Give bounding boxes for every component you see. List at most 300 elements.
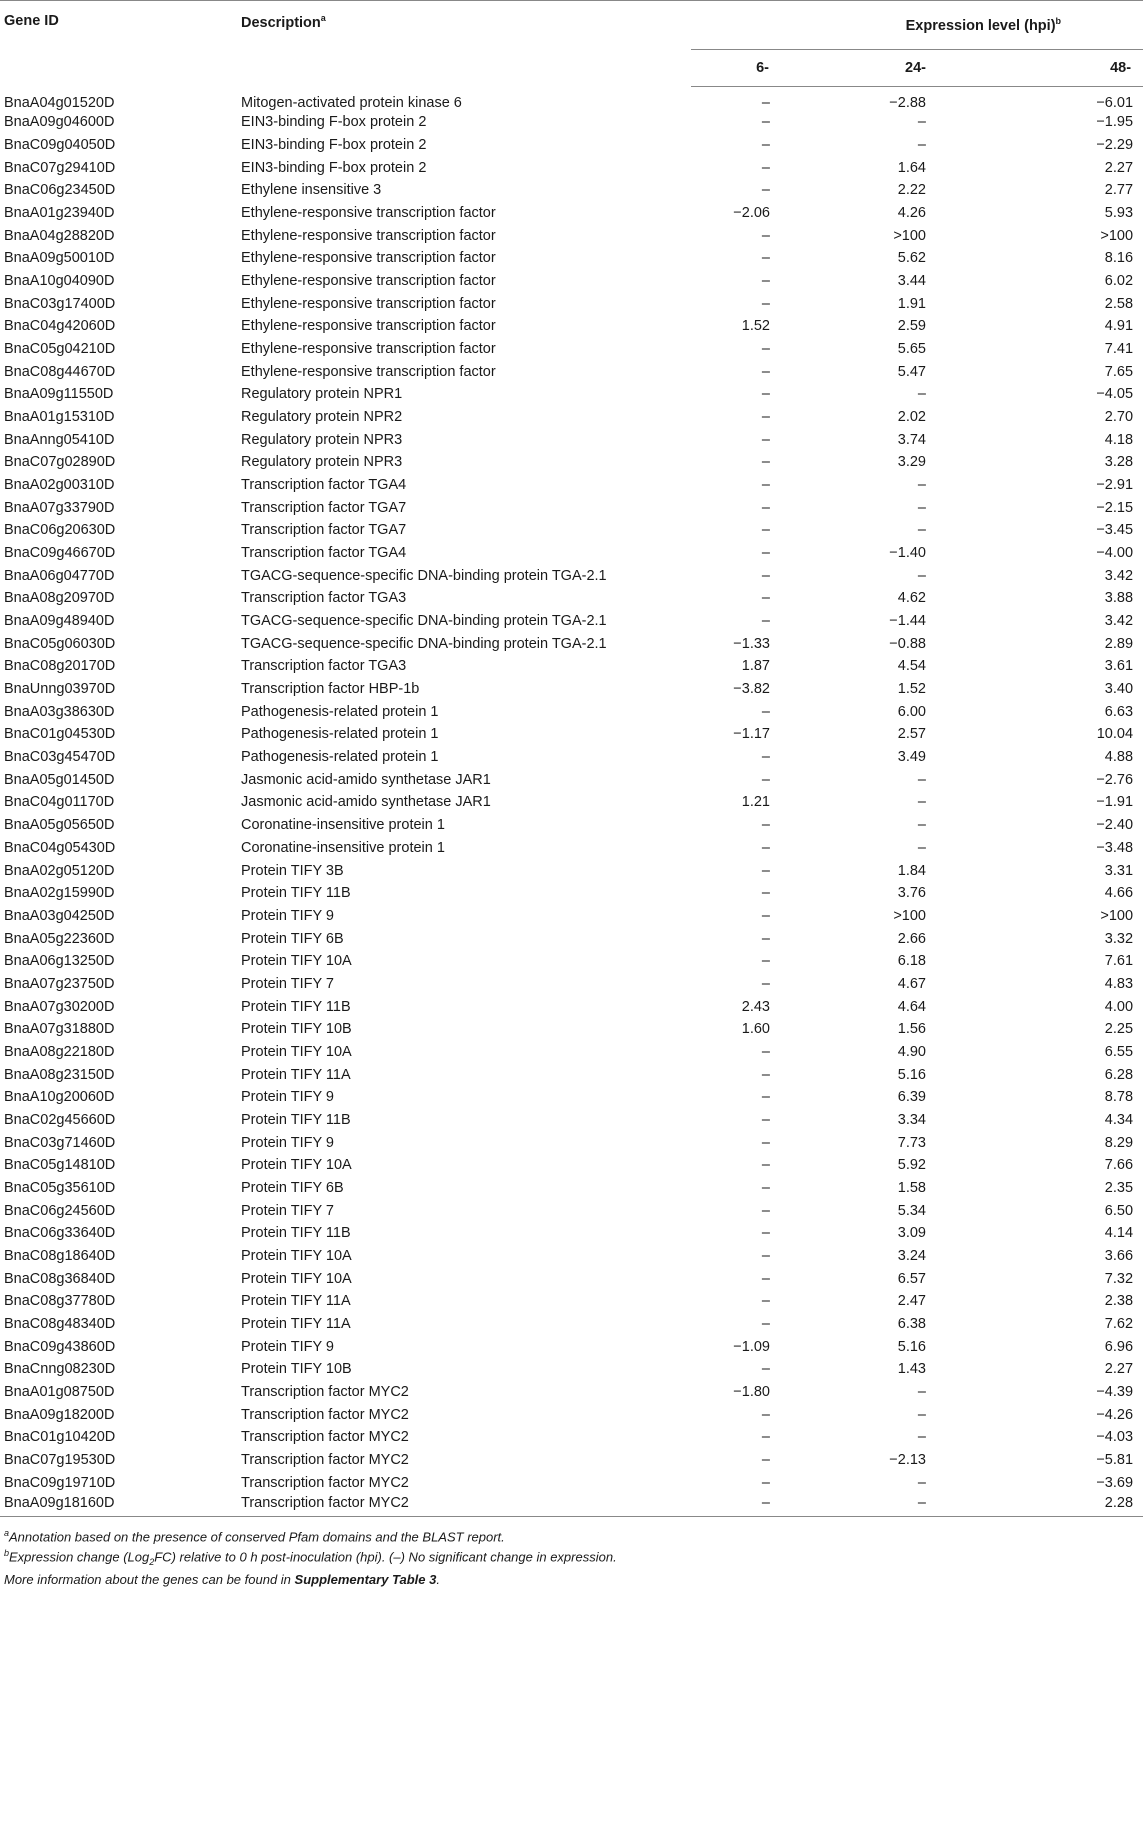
gene-id-cell: BnaA09g48940D	[4, 613, 115, 630]
table-header	[0, 1, 1143, 87]
value-24hpi-cell: –	[917, 1406, 926, 1423]
value-24hpi-cell: 6.00	[897, 703, 926, 720]
value-24hpi-cell: −1.44	[889, 613, 926, 630]
footnote-a: $^a$Annotation based on the presence of conserved Pfam domains and the BLAST report.	[4, 1528, 505, 1545]
description-cell: EIN3-binding F-box protein 2	[241, 114, 427, 131]
value-6hpi-cell: –	[761, 1474, 770, 1491]
description-cell: Jasmonic acid-amido synthetase JAR1	[241, 771, 491, 788]
value-24hpi-cell: 3.74	[897, 431, 926, 448]
gene-id-cell: BnaA05g22360D	[4, 930, 115, 947]
gene-id-cell: BnaA09g04600D	[4, 114, 115, 131]
value-48hpi-cell: −2.91	[1096, 477, 1134, 494]
value-6hpi-cell: –	[761, 1066, 770, 1083]
table-row	[0, 1222, 1143, 1245]
description-cell: Transcription factor MYC2	[241, 1451, 409, 1468]
value-6hpi-cell: –	[761, 431, 770, 448]
gene-id-cell: BnaA08g22180D	[4, 1043, 115, 1060]
value-24hpi-cell: –	[917, 839, 926, 856]
value-6hpi-cell: –	[761, 771, 770, 788]
value-24hpi-cell: 4.90	[897, 1043, 926, 1060]
value-6hpi-cell: –	[691, 1494, 821, 1517]
table-row	[0, 87, 1143, 112]
value-6hpi-cell: –	[761, 341, 770, 358]
description-cell: Ethylene-responsive transcription factor	[241, 250, 496, 267]
header-description: Description$^a$	[241, 1, 691, 87]
value-48hpi-cell: 2.28	[987, 1494, 1143, 1517]
table-row	[0, 1063, 1143, 1086]
gene-id-cell: BnaA04g28820D	[4, 227, 115, 244]
gene-id-cell: BnaC09g19710D	[4, 1474, 116, 1491]
value-24hpi-cell: 3.09	[897, 1225, 926, 1242]
description-cell: Protein TIFY 9	[241, 1089, 334, 1106]
description-cell: Protein TIFY 10A	[241, 1270, 352, 1287]
value-24hpi-cell: 2.02	[897, 409, 926, 426]
value-6hpi-cell: –	[761, 885, 770, 902]
gene-id-cell: BnaC08g48340D	[4, 1315, 116, 1332]
value-6hpi-cell: –	[761, 1315, 770, 1332]
value-48hpi-cell: 7.41	[1104, 341, 1134, 358]
description-cell: Mitogen-activated protein kinase 6	[241, 94, 462, 111]
table-row	[0, 134, 1143, 157]
value-48hpi-cell: 4.14	[1104, 1225, 1134, 1242]
gene-id-cell: BnaC06g24560D	[4, 1202, 116, 1219]
table-row	[0, 768, 1143, 791]
table-row	[0, 1245, 1143, 1268]
value-24hpi-cell: >100	[893, 227, 926, 244]
table-row	[0, 1471, 1143, 1494]
value-6hpi-cell: –	[761, 522, 770, 539]
value-24hpi-cell: 4.62	[897, 590, 926, 607]
value-6hpi-cell: –	[761, 499, 770, 516]
value-48hpi-cell: −3.48	[1096, 839, 1134, 856]
gene-id-cell: BnaC08g44670D	[4, 363, 116, 380]
value-6hpi-cell: –	[761, 1089, 770, 1106]
table-row	[0, 610, 1143, 633]
header-6-hpi: 6-	[691, 50, 821, 87]
table-row	[0, 700, 1143, 723]
value-6hpi-cell: −1.17	[733, 726, 770, 743]
value-6hpi-cell: –	[761, 454, 770, 471]
value-6hpi-cell: –	[761, 1406, 770, 1423]
description-cell: Protein TIFY 6B	[241, 930, 344, 947]
description-cell: Transcription factor HBP-1b	[241, 681, 420, 698]
gene-id-cell: BnaC06g33640D	[4, 1225, 116, 1242]
value-48hpi-cell: −2.76	[1096, 771, 1134, 788]
description-cell: TGACG-sequence-specific DNA-binding protein TGA-2.1	[241, 567, 607, 584]
description-cell: Regulatory protein NPR3	[241, 431, 403, 448]
value-48hpi-cell: 5.93	[1104, 205, 1134, 222]
value-6hpi-cell: –	[761, 182, 770, 199]
value-48hpi-cell: −2.29	[1096, 137, 1134, 153]
value-24hpi-cell: 4.67	[897, 975, 926, 992]
description-cell: Transcription factor TGA3	[241, 590, 407, 607]
value-48hpi-cell: 3.40	[1104, 681, 1134, 698]
value-6hpi-cell: –	[761, 613, 770, 630]
supplementary-table-link[interactable]: Supplementary Table 3	[294, 1572, 437, 1588]
gene-id-cell: BnaAnng05410D	[4, 431, 115, 448]
description-cell: Protein TIFY 6B	[241, 1179, 344, 1196]
table-row	[0, 247, 1143, 270]
table-row	[0, 973, 1143, 996]
description-cell: Regulatory protein NPR3	[241, 454, 403, 471]
value-24hpi-cell: –	[917, 499, 926, 516]
value-48hpi-cell: 8.78	[1104, 1089, 1134, 1106]
gene-id-cell: BnaA03g38630D	[4, 703, 115, 720]
description-cell: Protein TIFY 3B	[241, 862, 344, 879]
gene-id-cell: BnaC09g46670D	[4, 545, 116, 562]
value-6hpi-cell: –	[761, 839, 770, 856]
value-24hpi-cell: –	[917, 1383, 926, 1400]
value-24hpi-cell: 2.66	[897, 930, 926, 947]
value-48hpi-cell: −2.15	[1096, 499, 1134, 516]
table-row	[0, 632, 1143, 655]
gene-id-cell: BnaC05g06030D	[4, 635, 116, 652]
description-cell: Protein TIFY 9	[241, 1134, 334, 1151]
gene-id-cell: BnaC08g20170D	[4, 658, 116, 675]
gene-id-cell: BnaC05g04210D	[4, 341, 116, 358]
description-cell: Transcription factor TGA4	[241, 545, 407, 562]
table-row	[0, 1018, 1143, 1041]
value-24hpi-cell: 3.49	[897, 749, 926, 766]
value-48hpi-cell: −4.26	[1096, 1406, 1134, 1423]
gene-id-cell: BnaC05g14810D	[4, 1157, 116, 1174]
value-24hpi-cell: 5.65	[897, 341, 926, 358]
table-row	[0, 587, 1143, 610]
table-row	[0, 791, 1143, 814]
value-48hpi-cell: 2.58	[1104, 295, 1134, 312]
table-row	[0, 1086, 1143, 1109]
gene-id-cell: BnaA09g11550D	[4, 386, 114, 403]
value-6hpi-cell: –	[761, 907, 770, 924]
value-6hpi-cell: –	[761, 1202, 770, 1219]
table-row	[0, 1267, 1143, 1290]
gene-id-cell: BnaC08g36840D	[4, 1270, 116, 1287]
value-6hpi-cell: 1.21	[741, 794, 770, 811]
table-row	[0, 1109, 1143, 1132]
table-row	[0, 360, 1143, 383]
table-row	[0, 1199, 1143, 1222]
value-6hpi-cell: −2.06	[733, 205, 770, 222]
gene-id-cell: BnaC03g45470D	[4, 749, 116, 766]
value-48hpi-cell: −1.95	[1096, 114, 1134, 131]
value-6hpi-cell: –	[761, 1293, 770, 1310]
value-6hpi-cell: −1.09	[733, 1338, 770, 1355]
description-cell: EIN3-binding F-box protein 2	[241, 159, 427, 176]
value-24hpi-cell: 5.62	[897, 250, 926, 267]
value-24hpi-cell: 2.47	[897, 1293, 926, 1310]
value-24hpi-cell: –	[917, 386, 926, 403]
value-24hpi-cell: 5.92	[897, 1157, 926, 1174]
value-6hpi-cell: –	[761, 930, 770, 947]
table-row	[0, 995, 1143, 1018]
table-row	[0, 882, 1143, 905]
table-row	[0, 519, 1143, 542]
value-24hpi-cell: 1.52	[897, 681, 926, 698]
table-row	[0, 406, 1143, 429]
value-6hpi-cell: 2.43	[741, 998, 770, 1015]
table-row	[0, 202, 1143, 225]
header-expression-level: Expression level (hpi)$^b$	[691, 1, 1143, 50]
value-6hpi-cell: –	[761, 953, 770, 970]
gene-id-cell: BnaA02g00310D	[4, 477, 115, 494]
value-48hpi-cell: 4.83	[1104, 975, 1134, 992]
description-cell: Transcription factor TGA4	[241, 477, 407, 494]
value-48hpi-cell: 4.91	[1104, 318, 1134, 335]
gene-id-cell: BnaA08g20970D	[4, 590, 115, 607]
value-48hpi-cell: 8.29	[1104, 1134, 1134, 1151]
value-6hpi-cell: –	[761, 363, 770, 380]
gene-id-cell: BnaA07g31880D	[4, 1021, 115, 1038]
value-6hpi-cell: –	[761, 1270, 770, 1287]
value-24hpi-cell: >100	[893, 907, 926, 924]
value-24hpi-cell: −2.88	[889, 95, 926, 111]
value-6hpi-cell: –	[761, 862, 770, 879]
value-48hpi-cell: −2.40	[1096, 817, 1134, 834]
table-row	[0, 338, 1143, 361]
gene-id-cell: BnaC01g10420D	[4, 1429, 116, 1446]
description-cell: Protein TIFY 10B	[241, 1361, 352, 1378]
gene-id-cell: BnaC09g43860D	[4, 1338, 116, 1355]
value-6hpi-cell: –	[761, 1157, 770, 1174]
value-24hpi-cell: 6.38	[897, 1315, 926, 1332]
table-row	[0, 542, 1143, 565]
description-cell: Protein TIFY 7	[241, 975, 334, 992]
description-cell: Protein TIFY 9	[241, 1338, 334, 1355]
value-6hpi-cell: –	[761, 749, 770, 766]
description-cell: Protein TIFY 10A	[241, 1043, 352, 1060]
value-48hpi-cell: 3.61	[1104, 658, 1134, 675]
value-6hpi-cell: –	[761, 273, 770, 290]
gene-id-cell: BnaA01g23940D	[4, 205, 115, 222]
value-24hpi-cell: –	[917, 817, 926, 834]
value-48hpi-cell: 2.38	[1104, 1293, 1134, 1310]
value-24hpi-cell: 1.84	[897, 862, 926, 879]
description-cell: Coronatine-insensitive protein 1	[241, 817, 445, 834]
description-cell: Protein TIFY 11B	[241, 998, 351, 1015]
value-48hpi-cell: 3.32	[1104, 930, 1134, 947]
gene-id-cell: BnaA01g15310D	[4, 409, 115, 426]
value-6hpi-cell: –	[761, 295, 770, 312]
description-cell: Protein TIFY 11B	[241, 1225, 351, 1242]
description-cell: Protein TIFY 11A	[241, 1315, 351, 1332]
value-48hpi-cell: 7.62	[1104, 1315, 1134, 1332]
value-6hpi-cell: –	[761, 975, 770, 992]
value-24hpi-cell: 3.44	[897, 273, 926, 290]
value-48hpi-cell: −3.69	[1096, 1474, 1134, 1491]
table-row	[0, 1177, 1143, 1200]
table-row	[0, 1403, 1143, 1426]
gene-id-cell: BnaA05g05650D	[4, 817, 115, 834]
description-cell: Transcription factor TGA7	[241, 499, 407, 516]
description-cell: Pathogenesis-related protein 1	[241, 749, 439, 766]
value-48hpi-cell: 4.34	[1104, 1111, 1134, 1128]
gene-id-cell: BnaUnng03970D	[4, 681, 116, 698]
description-cell: TGACG-sequence-specific DNA-binding protein TGA-2.1	[241, 635, 607, 652]
value-6hpi-cell: –	[761, 1134, 770, 1151]
value-6hpi-cell: –	[761, 817, 770, 834]
description-cell: Transcription factor MYC2	[241, 1406, 409, 1423]
value-24hpi-cell: 5.47	[897, 363, 926, 380]
gene-id-cell: BnaC08g18640D	[4, 1247, 116, 1264]
value-24hpi-cell: 3.29	[897, 454, 926, 471]
value-48hpi-cell: 6.63	[1104, 703, 1134, 720]
table-row	[0, 837, 1143, 860]
value-48hpi-cell: 2.77	[1104, 182, 1134, 199]
footnote-b: $^b$Expression change (Log$_2$FC) relative to 0 h post-inoculation (hpi). (–) No significant change in expression.	[4, 1548, 617, 1568]
value-48hpi-cell: 6.55	[1104, 1043, 1134, 1060]
value-6hpi-cell: −1.80	[733, 1383, 770, 1400]
value-48hpi-cell: 3.31	[1104, 862, 1134, 879]
description-cell: Protein TIFY 9	[241, 907, 334, 924]
description-cell: Ethylene insensitive 3	[241, 182, 382, 199]
description-cell: Protein TIFY 10A	[241, 1247, 352, 1264]
gene-id-cell: BnaC02g45660D	[4, 1111, 116, 1128]
description-cell: Protein TIFY 10A	[241, 953, 352, 970]
value-24hpi-cell: –	[917, 522, 926, 539]
description-cell: Transcription factor TGA7	[241, 522, 407, 539]
value-24hpi-cell: –	[917, 477, 926, 494]
value-48hpi-cell: 7.65	[1104, 363, 1134, 380]
value-48hpi-cell: 6.50	[1104, 1202, 1134, 1219]
value-48hpi-cell: 4.88	[1104, 749, 1134, 766]
gene-id-cell: BnaA10g20060D	[4, 1089, 115, 1106]
value-24hpi-cell: –	[821, 1494, 987, 1517]
gene-id-cell: BnaC06g20630D	[4, 522, 116, 539]
value-48hpi-cell: 3.28	[1104, 454, 1134, 471]
value-48hpi-cell: 3.66	[1104, 1247, 1134, 1264]
table-row	[0, 1449, 1143, 1472]
value-48hpi-cell: −6.01	[1096, 95, 1134, 111]
value-6hpi-cell: –	[761, 409, 770, 426]
gene-id-cell: BnaA06g13250D	[4, 953, 115, 970]
description-cell: Protein TIFY 11B	[241, 885, 351, 902]
table-row	[0, 315, 1143, 338]
description-cell: Protein TIFY 11B	[241, 1111, 351, 1128]
value-48hpi-cell: 6.28	[1104, 1066, 1134, 1083]
description-cell: Ethylene-responsive transcription factor	[241, 273, 496, 290]
value-48hpi-cell: −4.05	[1096, 386, 1134, 403]
table-row	[0, 1426, 1143, 1449]
value-24hpi-cell: –	[917, 1474, 926, 1491]
table-body	[0, 87, 1143, 1517]
value-6hpi-cell: –	[761, 386, 770, 403]
table-row	[0, 1154, 1143, 1177]
value-48hpi-cell: >100	[1100, 907, 1134, 924]
gene-id-cell: BnaCnng08230D	[4, 1361, 116, 1378]
value-24hpi-cell: 6.18	[897, 953, 926, 970]
table-row	[0, 814, 1143, 837]
value-24hpi-cell: 3.34	[897, 1111, 926, 1128]
value-48hpi-cell: 2.35	[1104, 1179, 1134, 1196]
table-row	[0, 292, 1143, 315]
value-48hpi-cell: −4.03	[1096, 1429, 1134, 1446]
value-24hpi-cell: 3.24	[897, 1247, 926, 1264]
value-24hpi-cell: −1.40	[889, 545, 926, 562]
table-row	[0, 905, 1143, 928]
value-24hpi-cell: 4.26	[897, 205, 926, 222]
value-24hpi-cell: 5.16	[897, 1066, 926, 1083]
value-24hpi-cell: –	[917, 137, 926, 153]
value-6hpi-cell: –	[761, 227, 770, 244]
gene-id-cell: BnaA09g18200D	[4, 1406, 115, 1423]
value-24hpi-cell: –	[917, 771, 926, 788]
value-48hpi-cell: 4.66	[1104, 885, 1134, 902]
table-row	[0, 179, 1143, 202]
table-row	[0, 428, 1143, 451]
description-cell: Pathogenesis-related protein 1	[241, 726, 439, 743]
gene-id-cell: BnaC07g02890D	[4, 454, 116, 471]
value-48hpi-cell: 7.66	[1104, 1157, 1134, 1174]
value-48hpi-cell: 8.16	[1104, 250, 1134, 267]
gene-id-cell: BnaA06g04770D	[4, 567, 115, 584]
description-cell: Protein TIFY 11A	[241, 1066, 351, 1083]
value-24hpi-cell: −2.13	[889, 1451, 926, 1468]
value-24hpi-cell: –	[917, 567, 926, 584]
description-cell: Coronatine-insensitive protein 1	[241, 839, 445, 856]
description-cell: Ethylene-responsive transcription factor	[241, 295, 496, 312]
table-row	[0, 723, 1143, 746]
value-6hpi-cell: –	[761, 1043, 770, 1060]
gene-id-cell: BnaC01g04530D	[4, 726, 116, 743]
value-6hpi-cell: –	[761, 114, 770, 131]
gene-id-cell: BnaC03g17400D	[4, 295, 116, 312]
table-row	[0, 156, 1143, 179]
value-48hpi-cell: 7.61	[1104, 953, 1134, 970]
description-cell: Ethylene-responsive transcription factor	[241, 205, 496, 222]
value-48hpi-cell: 3.42	[1104, 613, 1134, 630]
gene-id-cell: BnaC09g04050D	[4, 137, 116, 153]
value-6hpi-cell: 1.60	[741, 1021, 770, 1038]
value-48hpi-cell: 10.04	[1096, 726, 1134, 743]
description-cell: Ethylene-responsive transcription factor	[241, 227, 496, 244]
table-row	[0, 678, 1143, 701]
table-row	[0, 496, 1143, 519]
description-cell: Transcription factor MYC2	[241, 1474, 409, 1491]
value-24hpi-cell: –	[917, 1429, 926, 1446]
table-row	[0, 1381, 1143, 1404]
value-24hpi-cell: 1.58	[897, 1179, 926, 1196]
table-footnotes	[0, 1525, 1143, 1588]
table-row	[0, 927, 1143, 950]
gene-id-cell: BnaA07g30200D	[4, 998, 115, 1015]
value-24hpi-cell: −0.88	[889, 635, 926, 652]
description-cell: Ethylene-responsive transcription factor	[241, 318, 496, 335]
description-cell: Transcription factor MYC2	[241, 1383, 409, 1400]
table-row	[0, 1335, 1143, 1358]
value-24hpi-cell: 5.34	[897, 1202, 926, 1219]
description-cell: TGACG-sequence-specific DNA-binding protein TGA-2.1	[241, 613, 607, 630]
description-cell: Protein TIFY 7	[241, 1202, 334, 1219]
header-24-hpi: 24-	[821, 50, 987, 87]
value-48hpi-cell: 3.42	[1104, 567, 1134, 584]
description-cell: Transcription factor MYC2	[241, 1494, 691, 1517]
value-24hpi-cell: 2.57	[897, 726, 926, 743]
description-cell: Regulatory protein NPR2	[241, 409, 403, 426]
gene-id-cell: BnaA04g01520D	[4, 94, 115, 111]
table-row	[0, 746, 1143, 769]
value-48hpi-cell: 4.00	[1104, 998, 1134, 1015]
description-cell: Pathogenesis-related protein 1	[241, 703, 439, 720]
gene-id-cell: BnaA09g18160D	[0, 1494, 241, 1517]
value-24hpi-cell: –	[917, 114, 926, 131]
table-row	[0, 224, 1143, 247]
value-6hpi-cell: –	[761, 1247, 770, 1264]
value-6hpi-cell: −1.33	[733, 635, 770, 652]
value-48hpi-cell: 2.70	[1104, 409, 1134, 426]
header-gene-id: Gene ID	[0, 1, 241, 87]
description-cell: Jasmonic acid-amido synthetase JAR1	[241, 794, 491, 811]
value-24hpi-cell: 3.76	[897, 885, 926, 902]
